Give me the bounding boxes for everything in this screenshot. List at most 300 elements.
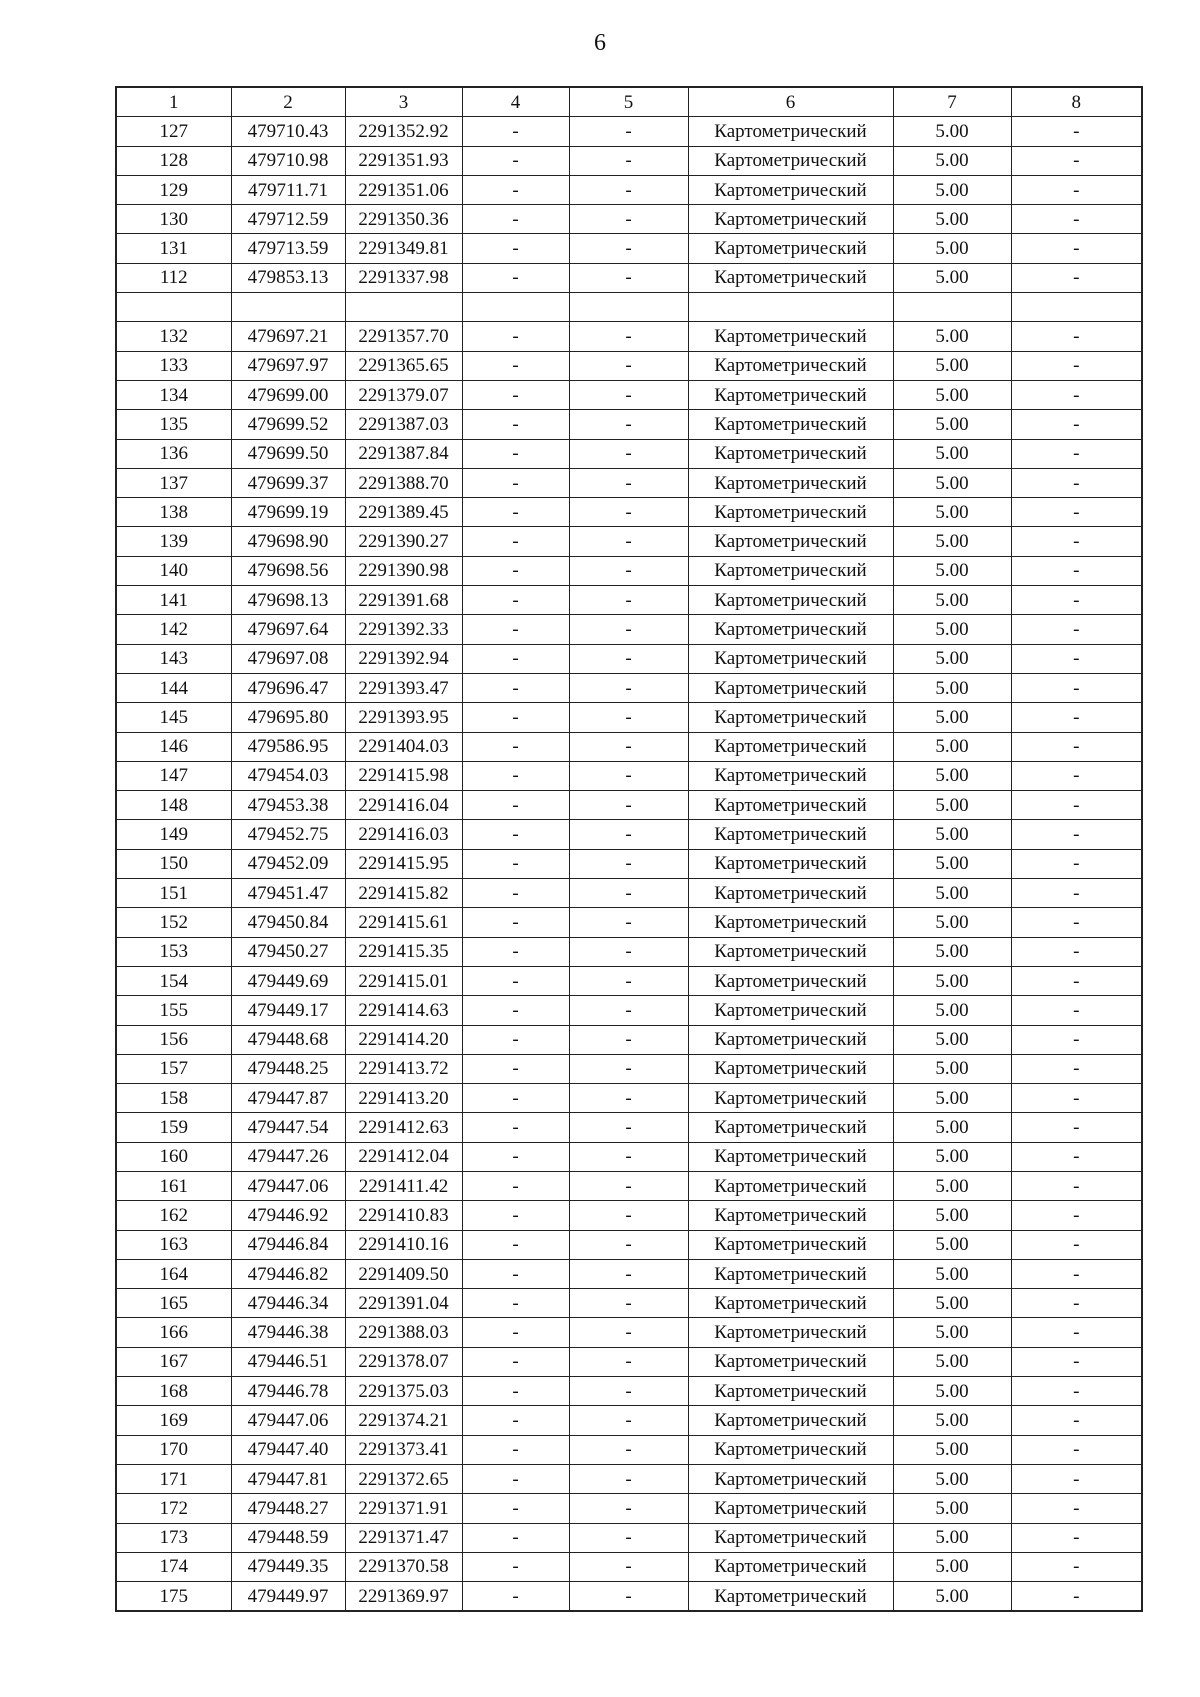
col4-cell: - [462,761,569,790]
col4-cell: - [462,380,569,409]
method-cell: Картометрический [688,586,893,615]
col4-cell: - [462,205,569,234]
method-cell: Картометрический [688,556,893,585]
col5-cell: - [569,1494,688,1523]
col5-cell: - [569,673,688,702]
y-coordinate-cell: 2291404.03 [345,732,462,761]
header-cell: 8 [1011,87,1142,117]
point-number-cell: 159 [116,1113,231,1142]
x-coordinate-cell: 479697.08 [231,644,345,673]
y-coordinate-cell: 2291413.72 [345,1054,462,1083]
table-row [116,146,1142,175]
accuracy-cell: 5.00 [893,908,1011,937]
accuracy-cell: 5.00 [893,410,1011,439]
col8-cell: - [1011,1494,1142,1523]
x-coordinate-cell: 479696.47 [231,673,345,702]
y-coordinate-cell: 2291388.03 [345,1318,462,1347]
method-cell: Картометрический [688,703,893,732]
x-coordinate-cell: 479446.51 [231,1347,345,1376]
col5-cell: - [569,439,688,468]
x-coordinate-cell: 479453.38 [231,791,345,820]
col8-cell: - [1011,498,1142,527]
table-row [116,1113,1142,1142]
col8-cell: - [1011,146,1142,175]
method-cell: Картометрический [688,146,893,175]
table-row [116,1494,1142,1523]
y-coordinate-cell: 2291412.04 [345,1142,462,1171]
col5-cell: - [569,586,688,615]
y-coordinate-cell: 2291413.20 [345,1084,462,1113]
col8-cell: - [1011,1113,1142,1142]
col5-cell: - [569,322,688,351]
col8-cell: - [1011,791,1142,820]
method-cell: Картометрический [688,439,893,468]
accuracy-cell: 5.00 [893,556,1011,585]
y-coordinate-cell: 2291390.98 [345,556,462,585]
method-cell: Картометрический [688,615,893,644]
table-row [116,1347,1142,1376]
table-header [116,87,1142,117]
point-number-cell: 140 [116,556,231,585]
col4-cell: - [462,703,569,732]
x-coordinate-cell: 479447.26 [231,1142,345,1171]
point-number-cell [116,293,231,322]
point-number-cell: 155 [116,996,231,1025]
col8-cell: - [1011,1582,1142,1612]
x-coordinate-cell: 479712.59 [231,205,345,234]
accuracy-cell: 5.00 [893,1435,1011,1464]
accuracy-cell: 5.00 [893,1523,1011,1552]
point-number-cell: 169 [116,1406,231,1435]
col4-cell: - [462,1347,569,1376]
x-coordinate-cell: 479451.47 [231,879,345,908]
table-row [116,644,1142,673]
y-coordinate-cell: 2291375.03 [345,1377,462,1406]
table-row [116,703,1142,732]
accuracy-cell: 5.00 [893,586,1011,615]
point-number-cell: 166 [116,1318,231,1347]
col5-cell: - [569,234,688,263]
col8-cell: - [1011,1435,1142,1464]
point-number-cell: 174 [116,1552,231,1581]
accuracy-cell: 5.00 [893,322,1011,351]
method-cell: Картометрический [688,1464,893,1493]
table-row [116,791,1142,820]
col4-cell: - [462,468,569,497]
point-number-cell: 151 [116,879,231,908]
x-coordinate-cell: 479449.69 [231,966,345,995]
table-row [116,263,1142,292]
accuracy-cell: 5.00 [893,615,1011,644]
col5-cell: - [569,146,688,175]
col4-cell: - [462,439,569,468]
point-number-cell: 164 [116,1259,231,1288]
method-cell: Картометрический [688,732,893,761]
y-coordinate-cell: 2291378.07 [345,1347,462,1376]
x-coordinate-cell: 479586.95 [231,732,345,761]
col8-cell: - [1011,1025,1142,1054]
y-coordinate-cell: 2291351.93 [345,146,462,175]
col5-cell: - [569,996,688,1025]
table-row [116,996,1142,1025]
col5-cell: - [569,937,688,966]
y-coordinate-cell: 2291391.04 [345,1289,462,1318]
col5-cell: - [569,1523,688,1552]
point-number-cell: 145 [116,703,231,732]
table-row [116,615,1142,644]
col8-cell: - [1011,439,1142,468]
header-cell: 1 [116,87,231,117]
accuracy-cell: 5.00 [893,380,1011,409]
table-row [116,820,1142,849]
method-cell: Картометрический [688,527,893,556]
col5-cell: - [569,351,688,380]
y-coordinate-cell: 2291411.42 [345,1171,462,1200]
point-number-cell: 136 [116,439,231,468]
col4-cell: - [462,937,569,966]
point-number-cell: 167 [116,1347,231,1376]
x-coordinate-cell: 479711.71 [231,175,345,204]
point-number-cell: 141 [116,586,231,615]
point-number-cell: 165 [116,1289,231,1318]
header-cell: 4 [462,87,569,117]
col4-cell: - [462,117,569,146]
table-row [116,1084,1142,1113]
col8-cell: - [1011,673,1142,702]
col4-cell: - [462,1259,569,1288]
method-cell: Картометрический [688,966,893,995]
point-number-cell: 134 [116,380,231,409]
accuracy-cell: 5.00 [893,703,1011,732]
y-coordinate-cell: 2291374.21 [345,1406,462,1435]
table-row [116,1523,1142,1552]
accuracy-cell: 5.00 [893,1318,1011,1347]
col5-cell: - [569,849,688,878]
accuracy-cell [893,293,1011,322]
y-coordinate-cell: 2291390.27 [345,527,462,556]
col8-cell: - [1011,1201,1142,1230]
col8-cell: - [1011,879,1142,908]
table-row [116,556,1142,585]
col8-cell: - [1011,1464,1142,1493]
accuracy-cell: 5.00 [893,761,1011,790]
method-cell: Картометрический [688,1113,893,1142]
col5-cell: - [569,1142,688,1171]
accuracy-cell: 5.00 [893,1552,1011,1581]
x-coordinate-cell: 479695.80 [231,703,345,732]
point-number-cell: 162 [116,1201,231,1230]
col4-cell: - [462,879,569,908]
method-cell: Картометрический [688,410,893,439]
point-number-cell: 170 [116,1435,231,1464]
col5-cell: - [569,498,688,527]
method-cell: Картометрический [688,996,893,1025]
y-coordinate-cell: 2291416.03 [345,820,462,849]
col5-cell: - [569,1025,688,1054]
col5-cell: - [569,1464,688,1493]
y-coordinate-cell: 2291369.97 [345,1582,462,1612]
x-coordinate-cell: 479446.82 [231,1259,345,1288]
col8-cell: - [1011,1406,1142,1435]
col8-cell: - [1011,322,1142,351]
col4-cell: - [462,146,569,175]
accuracy-cell: 5.00 [893,879,1011,908]
x-coordinate-cell: 479698.90 [231,527,345,556]
col5-cell: - [569,1552,688,1581]
col4-cell: - [462,1201,569,1230]
x-coordinate-cell: 479452.09 [231,849,345,878]
x-coordinate-cell: 479450.84 [231,908,345,937]
col8-cell: - [1011,234,1142,263]
y-coordinate-cell: 2291393.95 [345,703,462,732]
y-coordinate-cell: 2291337.98 [345,263,462,292]
col8-cell: - [1011,380,1142,409]
method-cell: Картометрический [688,644,893,673]
method-cell: Картометрический [688,820,893,849]
y-coordinate-cell: 2291387.84 [345,439,462,468]
point-number-cell: 112 [116,263,231,292]
col5-cell: - [569,732,688,761]
col8-cell: - [1011,1289,1142,1318]
point-number-cell: 168 [116,1377,231,1406]
method-cell: Картометрический [688,205,893,234]
accuracy-cell: 5.00 [893,1377,1011,1406]
method-cell: Картометрический [688,175,893,204]
col8-cell: - [1011,1347,1142,1376]
table-row [116,175,1142,204]
table-row [116,322,1142,351]
x-coordinate-cell: 479447.54 [231,1113,345,1142]
y-coordinate-cell: 2291371.47 [345,1523,462,1552]
method-cell: Картометрический [688,761,893,790]
col4-cell: - [462,322,569,351]
x-coordinate-cell: 479448.68 [231,1025,345,1054]
col4-cell: - [462,1142,569,1171]
col8-cell: - [1011,849,1142,878]
col8-cell: - [1011,1552,1142,1581]
point-number-cell: 139 [116,527,231,556]
method-cell: Картометрический [688,1377,893,1406]
point-number-cell: 131 [116,234,231,263]
y-coordinate-cell: 2291409.50 [345,1259,462,1288]
x-coordinate-cell: 479853.13 [231,263,345,292]
table-row [116,498,1142,527]
col4-cell [462,293,569,322]
accuracy-cell: 5.00 [893,1259,1011,1288]
table-row [116,1582,1142,1612]
y-coordinate-cell: 2291370.58 [345,1552,462,1581]
accuracy-cell: 5.00 [893,1171,1011,1200]
x-coordinate-cell: 479698.13 [231,586,345,615]
table-row [116,1171,1142,1200]
point-number-cell: 153 [116,937,231,966]
col5-cell: - [569,820,688,849]
col5-cell: - [569,966,688,995]
x-coordinate-cell: 479446.78 [231,1377,345,1406]
x-coordinate-cell: 479449.35 [231,1552,345,1581]
col4-cell: - [462,820,569,849]
x-coordinate-cell [231,293,345,322]
point-number-cell: 150 [116,849,231,878]
col8-cell: - [1011,966,1142,995]
x-coordinate-cell: 479449.17 [231,996,345,1025]
y-coordinate-cell: 2291371.91 [345,1494,462,1523]
col8-cell: - [1011,937,1142,966]
accuracy-cell: 5.00 [893,263,1011,292]
x-coordinate-cell: 479446.84 [231,1230,345,1259]
col4-cell: - [462,410,569,439]
col4-cell: - [462,615,569,644]
col8-cell: - [1011,1171,1142,1200]
accuracy-cell: 5.00 [893,1289,1011,1318]
x-coordinate-cell: 479713.59 [231,234,345,263]
method-cell [688,293,893,322]
method-cell: Картометрический [688,1054,893,1083]
method-cell: Картометрический [688,468,893,497]
col8-cell: - [1011,1084,1142,1113]
y-coordinate-cell: 2291415.01 [345,966,462,995]
accuracy-cell: 5.00 [893,498,1011,527]
y-coordinate-cell: 2291379.07 [345,380,462,409]
table-row [116,1464,1142,1493]
col8-cell: - [1011,1054,1142,1083]
col5-cell: - [569,175,688,204]
col8-cell: - [1011,732,1142,761]
point-number-cell: 156 [116,1025,231,1054]
method-cell: Картометрический [688,937,893,966]
point-number-cell: 171 [116,1464,231,1493]
accuracy-cell: 5.00 [893,1084,1011,1113]
x-coordinate-cell: 479449.97 [231,1582,345,1612]
point-number-cell: 144 [116,673,231,702]
method-cell: Картометрический [688,1171,893,1200]
accuracy-cell: 5.00 [893,468,1011,497]
col4-cell: - [462,1377,569,1406]
col8-cell: - [1011,1523,1142,1552]
accuracy-cell: 5.00 [893,732,1011,761]
x-coordinate-cell: 479699.19 [231,498,345,527]
point-number-cell: 154 [116,966,231,995]
method-cell: Картометрический [688,380,893,409]
x-coordinate-cell: 479446.92 [231,1201,345,1230]
x-coordinate-cell: 479446.38 [231,1318,345,1347]
x-coordinate-cell: 479447.87 [231,1084,345,1113]
col8-cell: - [1011,615,1142,644]
col5-cell: - [569,1054,688,1083]
method-cell: Картометрический [688,879,893,908]
method-cell: Картометрический [688,849,893,878]
col8-cell: - [1011,703,1142,732]
table-row [116,205,1142,234]
col4-cell: - [462,1113,569,1142]
y-coordinate-cell: 2291412.63 [345,1113,462,1142]
point-number-cell: 129 [116,175,231,204]
accuracy-cell: 5.00 [893,1406,1011,1435]
col5-cell: - [569,1406,688,1435]
x-coordinate-cell: 479699.50 [231,439,345,468]
point-number-cell: 158 [116,1084,231,1113]
accuracy-cell: 5.00 [893,1347,1011,1376]
y-coordinate-cell: 2291389.45 [345,498,462,527]
table-row [116,1054,1142,1083]
col4-cell: - [462,1582,569,1612]
table-row [116,117,1142,146]
y-coordinate-cell: 2291391.68 [345,586,462,615]
col8-cell: - [1011,1142,1142,1171]
col8-cell: - [1011,175,1142,204]
y-coordinate-cell: 2291365.65 [345,351,462,380]
table-row [116,966,1142,995]
accuracy-cell: 5.00 [893,791,1011,820]
col8-cell: - [1011,468,1142,497]
table-row [116,673,1142,702]
x-coordinate-cell: 479697.97 [231,351,345,380]
header-cell: 5 [569,87,688,117]
col5-cell: - [569,761,688,790]
accuracy-cell: 5.00 [893,1054,1011,1083]
x-coordinate-cell: 479452.75 [231,820,345,849]
table-row [116,879,1142,908]
y-coordinate-cell: 2291415.95 [345,849,462,878]
col5-cell: - [569,1201,688,1230]
col4-cell: - [462,498,569,527]
col4-cell: - [462,1435,569,1464]
col5-cell: - [569,1377,688,1406]
table-row [116,351,1142,380]
col8-cell: - [1011,527,1142,556]
col4-cell: - [462,175,569,204]
col5-cell: - [569,1259,688,1288]
col8-cell: - [1011,908,1142,937]
accuracy-cell: 5.00 [893,1142,1011,1171]
method-cell: Картометрический [688,1259,893,1288]
x-coordinate-cell: 479710.98 [231,146,345,175]
table-row [116,761,1142,790]
x-coordinate-cell: 479447.81 [231,1464,345,1493]
table-row [116,293,1142,322]
x-coordinate-cell: 479697.64 [231,615,345,644]
method-cell: Картометрический [688,1142,893,1171]
point-number-cell: 133 [116,351,231,380]
col5-cell: - [569,1289,688,1318]
method-cell: Картометрический [688,234,893,263]
point-number-cell: 147 [116,761,231,790]
y-coordinate-cell: 2291410.83 [345,1201,462,1230]
x-coordinate-cell: 479699.00 [231,380,345,409]
y-coordinate-cell: 2291388.70 [345,468,462,497]
col8-cell: - [1011,1318,1142,1347]
table-row [116,1318,1142,1347]
accuracy-cell: 5.00 [893,820,1011,849]
col5-cell: - [569,644,688,673]
table-row [116,1142,1142,1171]
table-row [116,410,1142,439]
col5-cell: - [569,468,688,497]
table-row [116,1025,1142,1054]
x-coordinate-cell: 479697.21 [231,322,345,351]
accuracy-cell: 5.00 [893,1113,1011,1142]
col8-cell: - [1011,1259,1142,1288]
point-number-cell: 160 [116,1142,231,1171]
x-coordinate-cell: 479699.37 [231,468,345,497]
col5-cell: - [569,556,688,585]
col8-cell: - [1011,263,1142,292]
y-coordinate-cell: 2291416.04 [345,791,462,820]
x-coordinate-cell: 479454.03 [231,761,345,790]
col5-cell: - [569,205,688,234]
accuracy-cell: 5.00 [893,117,1011,146]
accuracy-cell: 5.00 [893,673,1011,702]
